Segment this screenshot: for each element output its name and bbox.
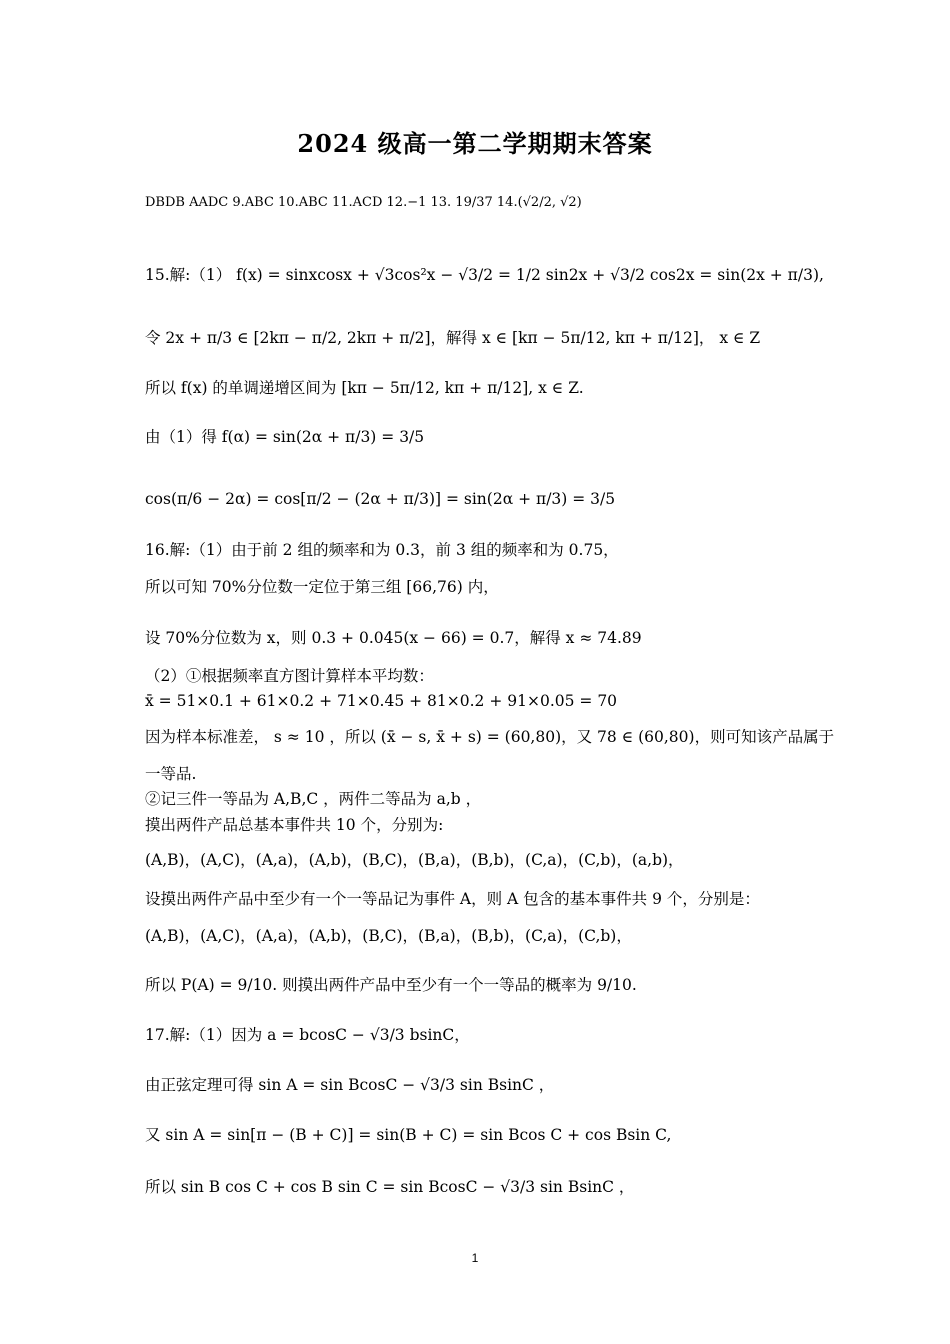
q16-line-10: (A,B)，(A,C)，(A,a)，(A,b)，(B,C)，(B,a)，(B,b)，(C,a)，(C,b)，(a,b)， xyxy=(145,851,684,869)
page-number: 1 xyxy=(471,1251,479,1265)
q16-line-2: 所以可知 70%分位数一定位于第三组 [66,76) 内， xyxy=(145,578,499,596)
q17-line-2: 由正弦定理可得 sin A = sin BcosC − √3/3 sin BsinC ， xyxy=(145,1076,555,1094)
q15-line-5: cos(π/6 − 2α) = cos[π/2 − (2α + π/3)] = sin(2α + π/3) = 3/5 xyxy=(145,490,616,508)
q16-line-12: (A,B)，(A,C)，(A,a)，(A,b)，(B,C)，(B,a)，(B,b)，(C,a)，(C,b)， xyxy=(145,927,632,945)
q16-line-5: x̄ = 51×0.1 + 61×0.2 + 71×0.45 + 81×0.2 + 91×0.05 = 70 xyxy=(145,692,618,710)
q17-line-3: 又 sin A = sin[π − (B + C)] = sin(B + C) = sin Bcos C + cos Bsin C, xyxy=(145,1126,672,1144)
q16-line-7: 一等品. xyxy=(145,765,197,783)
q16-line-11: 设摸出两件产品中至少有一个一等品记为事件 A，则 A 包含的基本事件共 9 个，分别是： xyxy=(145,890,760,908)
q15-line-1: 15.解:（1） f(x) = sinxcosx + √3cos²x − √3/2 = 1/2 sin2x + √3/2 cos2x = sin(2x + π/3), xyxy=(145,266,824,284)
q16-line-6: 因为样本标准差， s ≈ 10 ，所以 (x̄ − s, x̄ + s) = (60,80)，又 78 ∈ (60,80)，则可知该产品属于 xyxy=(145,728,835,746)
q16-line-3: 设 70%分位数为 x，则 0.3 + 0.045(x − 66) = 0.7，解得 x ≈ 74.89 xyxy=(145,629,642,647)
answer-key: DBDB AADC 9.ABC 10.ABC 11.ACD 12.−1 13. 19/37 14.(√2/2, √2) xyxy=(145,195,582,210)
q17-line-1: 17.解:（1）因为 a = bcosC − √3/3 bsinC， xyxy=(145,1026,470,1044)
q15-line-2: 令 2x + π/3 ∈ [2kπ − π/2, 2kπ + π/2]，解得 x ∈ [kπ − 5π/12, kπ + π/12]， x ∈ Z xyxy=(145,329,761,347)
q15-line-3: 所以 f(x) 的单调递增区间为 [kπ − 5π/12, kπ + π/12], x ∈ Z. xyxy=(145,379,584,397)
q16-line-13: 所以 P(A) = 9/10. 则摸出两件产品中至少有一个一等品的概率为 9/10. xyxy=(145,976,637,994)
q15-line-4: 由（1）得 f(α) = sin(2α + π/3) = 3/5 xyxy=(145,428,425,446)
q16-line-8: ②记三件一等品为 A,B,C ，两件二等品为 a,b ， xyxy=(145,790,482,808)
q16-line-4: （2）①根据频率直方图计算样本平均数： xyxy=(145,667,434,685)
page-title: 2024 级高一第二学期期末答案 xyxy=(297,129,653,158)
q16-line-1: 16.解:（1）由于前 2 组的频率和为 0.3，前 3 组的频率和为 0.75， xyxy=(145,541,619,559)
q16-line-9: 摸出两件产品总基本事件共 10 个，分别为: xyxy=(145,816,444,834)
q17-line-4: 所以 sin B cos C + cos B sin C = sin BcosC − √3/3 sin BsinC ， xyxy=(145,1178,635,1196)
